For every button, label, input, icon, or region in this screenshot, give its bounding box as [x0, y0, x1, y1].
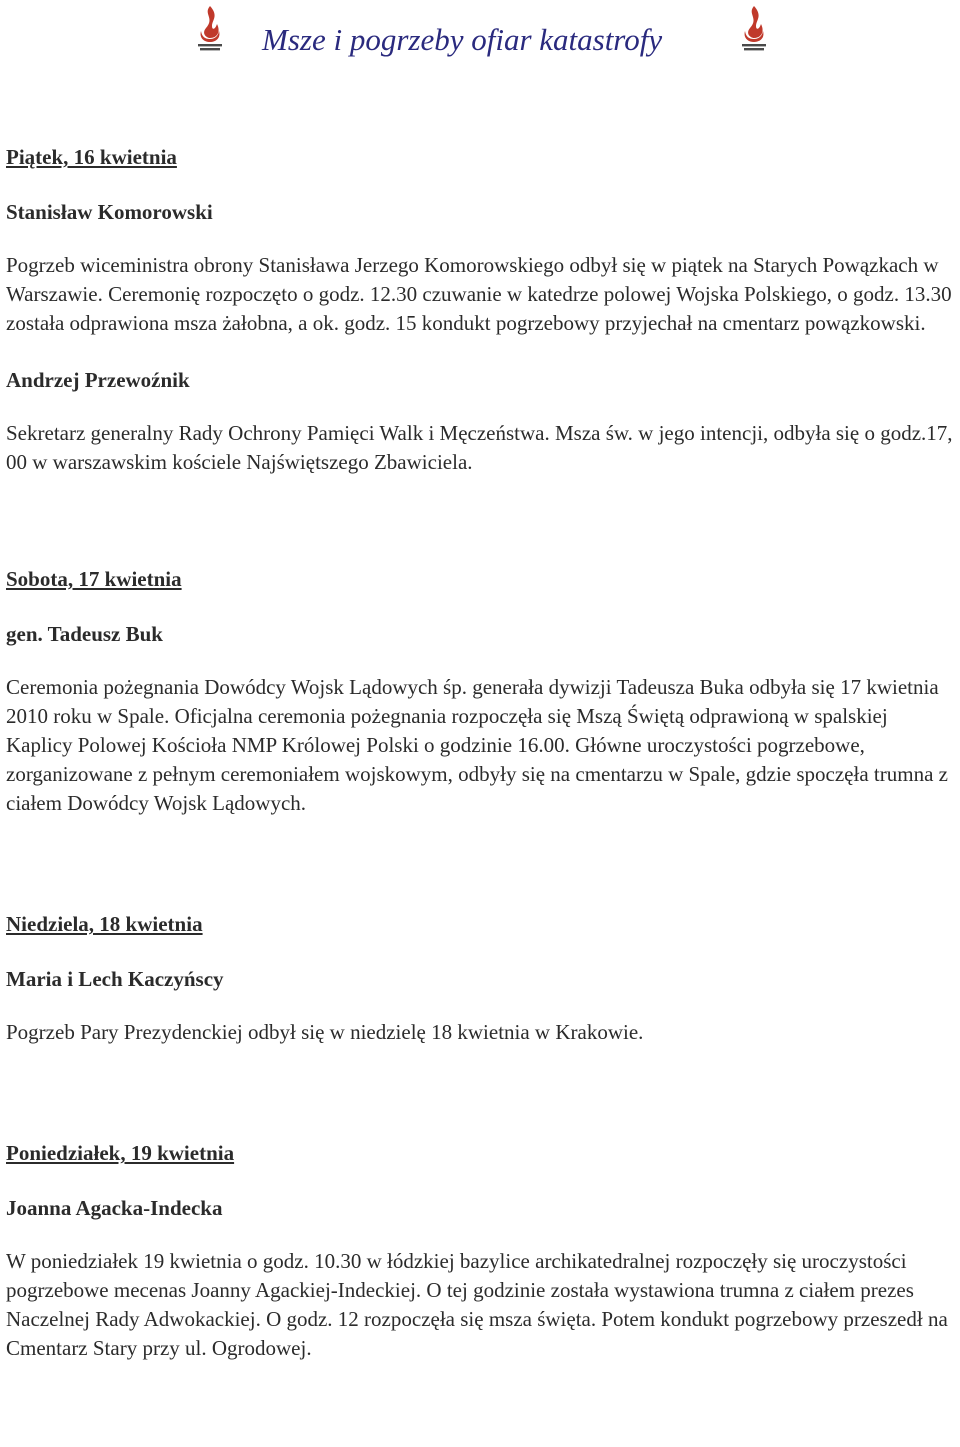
day-section-monday	[6, 1139, 956, 1363]
document-body	[6, 143, 956, 1363]
entry-text: Ceremonia pożegnania Dowódcy Wojsk Lądowych śp. generała dywizji Tadeusza Buka odbyła się 17 kwietnia 2010 roku w Spale. Oficjalna ceremonia pożegnania rozpoczęła się Mszą Świętą odprawioną w spalskiej Kaplicy Polowej Kościoła NMP Królowej Polski o godzinie 16.00. Główne uroczystości pogrzebowe, zorganizowane z pełnym ceremoniałem wojskowym, odbyły się na cmentarzu w Spale, gdzie spoczęła trumna z ciałem Dowódcy Wojsk Lądowych.	[6, 675, 948, 815]
day-section-saturday	[6, 565, 956, 818]
page-title: Msze i pogrzeby ofiar katastrofy	[262, 22, 663, 57]
person-name: Joanna Agacka-Indecka	[6, 1196, 223, 1220]
day-heading: Poniedziałek, 19 kwietnia	[6, 1141, 235, 1165]
day-heading: Sobota, 17 kwietnia	[6, 567, 182, 591]
entry-text: W poniedziałek 19 kwietnia o godz. 10.30 w łódzkiej bazylice archikatedralnej rozpoczęły się uroczystości pogrzebowe mecenas Joanny Agackiej-Indeckiej. O tej godzinie została wystawiona trumna z ciałem prezes Naczelnej Rady Adwokackiej. O godz. 12 rozpoczęła się msza święta. Potem kondukt pogrzebowy przeszedł na Cmentarz Stary przy ul. Ogrodowej.	[6, 1249, 948, 1360]
person-name: Maria i Lech Kaczyńscy	[6, 967, 224, 991]
flame-icon	[193, 4, 227, 54]
day-heading: Piątek, 16 kwietnia	[6, 145, 177, 169]
entry-text: Pogrzeb Pary Prezydenckiej odbył się w niedzielę 18 kwietnia w Krakowie.	[6, 1020, 644, 1044]
person-name: Andrzej Przewoźnik	[6, 368, 190, 392]
day-section-friday	[6, 143, 956, 477]
flame-icon	[737, 4, 771, 54]
day-section-sunday	[6, 910, 956, 1047]
entry-text: Pogrzeb wiceministra obrony Stanisława Jerzego Komorowskiego odbył się w piątek na Starych Powązkach w Warszawie. Ceremonię rozpoczęto o godz. 12.30 czuwanie w katedrze polowej Wojska Polskiego, o godz. 13.30 została odprawiona msza żałobna, a ok. godz. 15 kondukt pogrzebowy przyjechał na cmentarz powązkowski.	[6, 253, 952, 335]
person-name: Stanisław Komorowski	[6, 200, 213, 224]
page-header	[0, 0, 960, 80]
day-heading: Niedziela, 18 kwietnia	[6, 912, 203, 936]
entry-text: Sekretarz generalny Rady Ochrony Pamięci Walk i Męczeństwa. Msza św. w jego intencji, odbyła się o godz.17, 00 w warszawskim kościele Najświętszego Zbawiciela.	[6, 421, 953, 474]
person-name: gen. Tadeusz Buk	[6, 622, 163, 646]
